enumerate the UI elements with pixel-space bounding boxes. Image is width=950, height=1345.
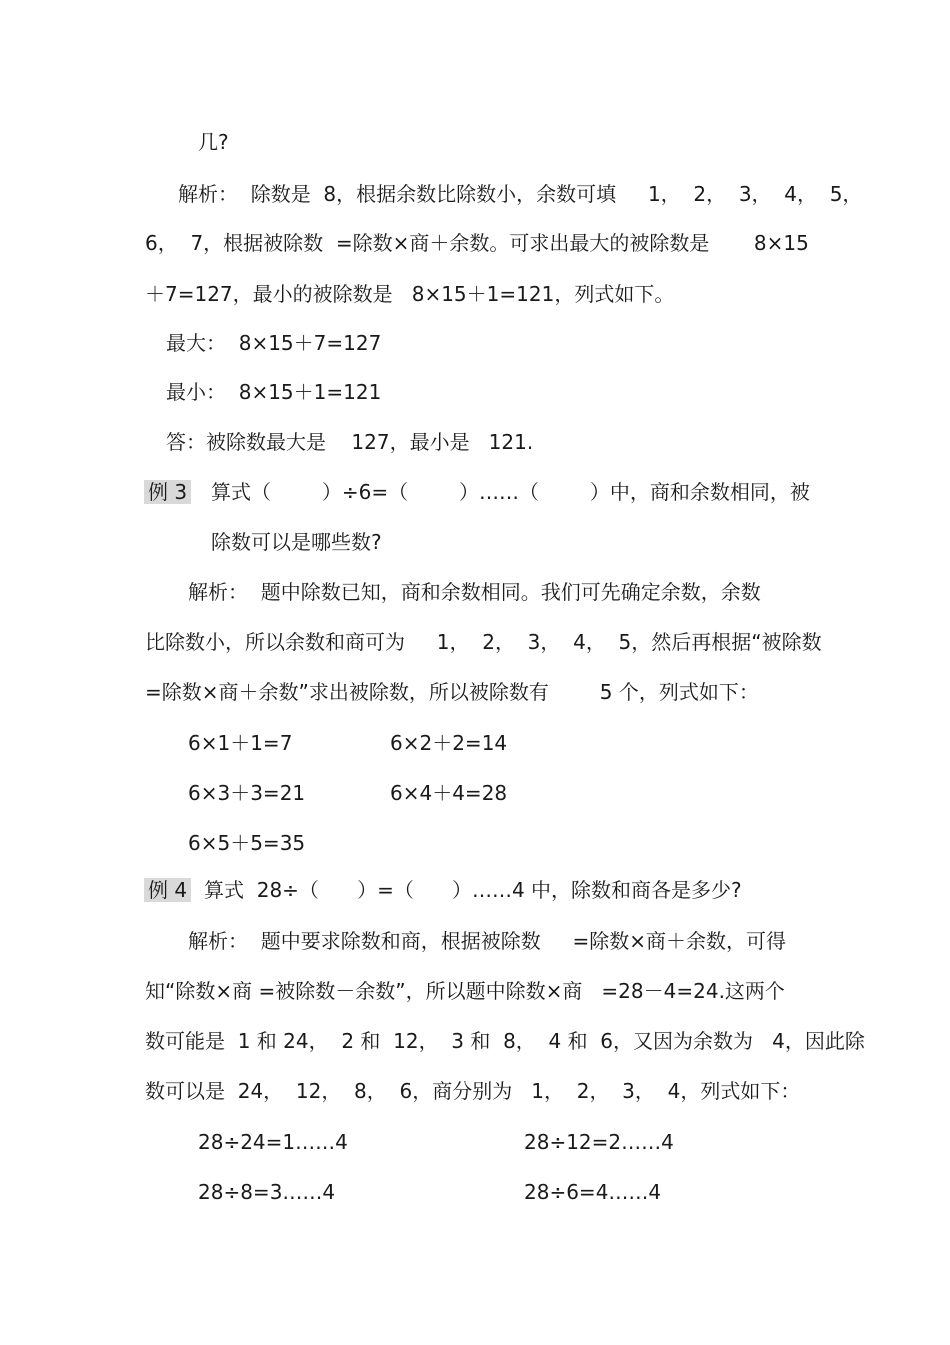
- analysis-line: 数可以是 24， 12， 8， 6，商分别为 1， 2， 3， 4，列式如下：: [145, 1079, 801, 1103]
- analysis-line: 解析： 除数是 8，根据余数比除数小，余数可填 1， 2， 3， 4， 5，: [178, 182, 863, 206]
- analysis-line: =除数×商＋余数”求出被除数，所以被除数有 5 个，列式如下：: [145, 680, 759, 704]
- equation: 6×2＋2=14: [390, 731, 508, 755]
- question-tail: 几?: [198, 130, 229, 154]
- answer: 答：被除数最大是 127，最小是 121.: [166, 430, 534, 454]
- analysis-line: 数可能是 1 和 24， 2 和 12， 3 和 8， 4 和 6，又因为余数为 4，因此除: [145, 1029, 865, 1053]
- equation: 6×5＋5=35: [188, 831, 306, 855]
- analysis-line: 解析： 题中除数已知，商和余数相同。我们可先确定余数，余数: [188, 580, 761, 604]
- example-4-tag: 例 4: [144, 878, 191, 902]
- analysis-line: 6， 7，根据被除数 =除数×商＋余数。可求出最大的被除数是 8×15: [145, 231, 809, 255]
- analysis-line: ＋7=127，最小的被除数是 8×15＋1=121，列式如下。: [145, 282, 675, 306]
- equation: 6×1＋1=7: [188, 731, 293, 755]
- equation: 28÷6=4……4: [524, 1180, 662, 1204]
- analysis-line: 知“除数×商 =被除数－余数”，所以题中除数×商 =28－4=24.这两个: [145, 979, 785, 1003]
- min-equation: 最小： 8×15＋1=121: [166, 380, 382, 404]
- equation: 6×3＋3=21: [188, 781, 306, 805]
- question-line: 算式 28÷（ ）=（ ）……4 中，除数和商各是多少?: [204, 878, 742, 902]
- analysis-line: 比除数小，所以余数和商可为 1， 2， 3， 4， 5，然后再根据“被除数: [145, 630, 822, 654]
- equation: 28÷12=2……4: [524, 1130, 674, 1154]
- example-3-tag: 例 3: [144, 480, 191, 504]
- max-equation: 最大： 8×15＋7=127: [166, 331, 382, 355]
- analysis-line: 解析： 题中要求除数和商，根据被除数 =除数×商＋余数，可得: [188, 929, 787, 953]
- equation: 6×4＋4=28: [390, 781, 508, 805]
- question-line: 算式（ ）÷6=（ ）……（ ）中，商和余数相同，被: [211, 480, 810, 504]
- question-line: 除数可以是哪些数?: [211, 530, 382, 554]
- equation: 28÷8=3……4: [198, 1180, 336, 1204]
- equation: 28÷24=1……4: [198, 1130, 348, 1154]
- example-tag: [144, 478, 191, 506]
- example-tag: [144, 876, 191, 904]
